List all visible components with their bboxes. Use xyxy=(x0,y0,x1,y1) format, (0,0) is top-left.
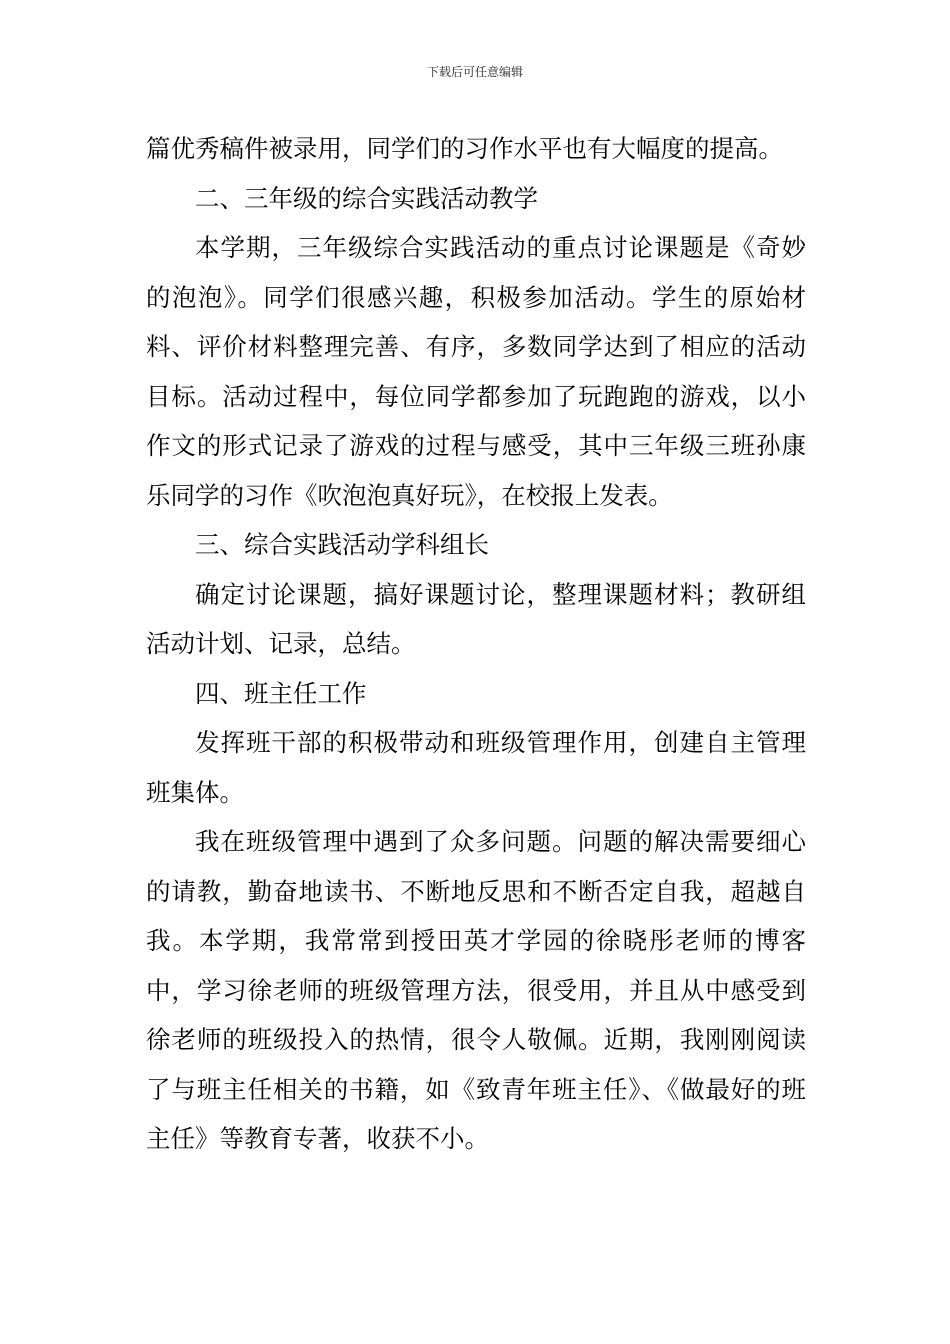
section-heading-2: 二、三年级的综合实践活动教学 xyxy=(195,183,538,213)
paragraph-grade3-activity: 本学期，三年级综合实践活动的重点讨论课题是《奇妙的泡泡》。同学们很感兴趣，积极参加活动。学生的原始材料、评价材料整理完善、有序，多数同学达到了相应的活动目标。活动过程中，每位同学都参加了玩跑跑的游戏，以小作文的形式记录了游戏的过程与感受，其中三年级三班孙康乐同学的习作《吹泡泡真好玩》，在校报上发表。 xyxy=(146,233,806,510)
section-heading-4: 四、班主任工作 xyxy=(195,678,367,708)
paragraph-continuation: 篇优秀稿件被录用，同学们的习作水平也有大幅度的提高。 xyxy=(146,134,783,163)
paragraph-group-leader: 确定讨论课题，搞好课题讨论，整理课题材料；教研组活动计划、记录，总结。 xyxy=(146,579,806,658)
section-heading-3: 三、综合实践活动学科组长 xyxy=(195,530,489,559)
paragraph-class-management: 我在班级管理中遇到了众多问题。问题的解决需要细心的请教，勤奋地读书、不断地反思和不断否定自我，超越自我。本学期，我常常到授田英才学园的徐晓彤老师的博客中，学习徐老师的班级管理方法，很受用，并且从中感受到徐老师的班级投入的热情，很令人敬佩。近期，我刚刚阅读了与班主任相关的书籍，如《致青年班主任》、《做最好的班主任》等教育专著，收获不小。 xyxy=(146,827,806,1153)
document-body xyxy=(146,124,806,1164)
paragraph-class-cadre: 发挥班干部的积极带动和班级管理作用，创建自主管理班集体。 xyxy=(146,728,806,807)
page-header: 下载后可任意编辑 xyxy=(426,65,523,79)
